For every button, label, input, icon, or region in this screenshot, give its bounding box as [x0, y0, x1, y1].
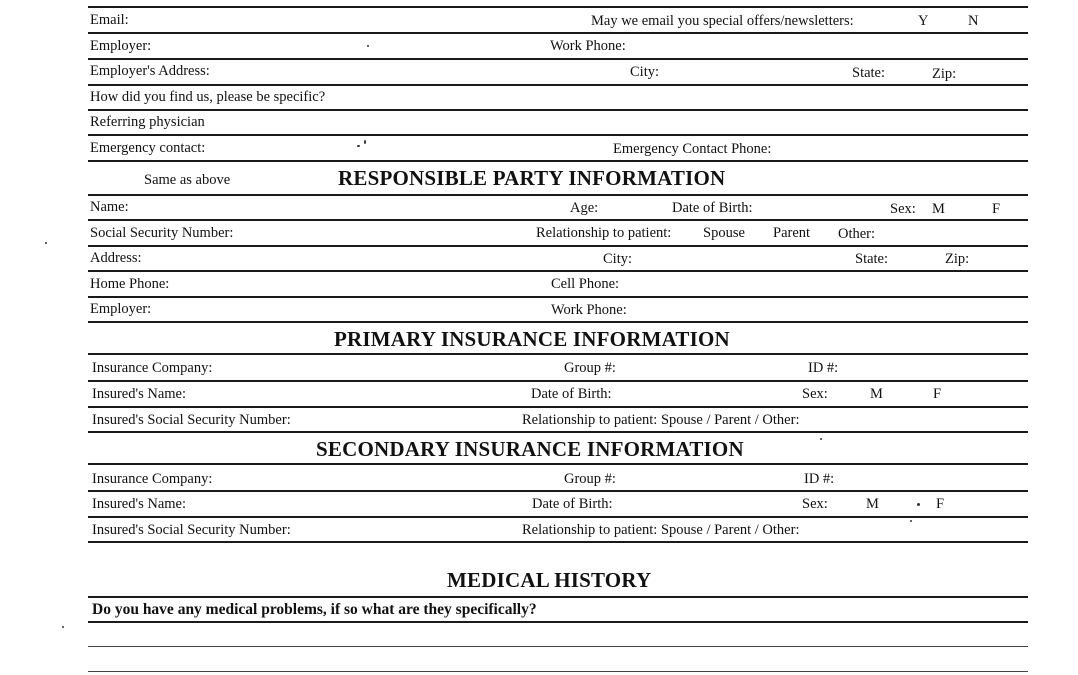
- email-offers-yes[interactable]: Y: [918, 13, 929, 29]
- secondary-sex-female[interactable]: F: [936, 496, 945, 512]
- rp-state-label: State:: [855, 251, 889, 267]
- secondary-sex-label: Sex:: [802, 496, 828, 512]
- rp-sex-male[interactable]: M: [932, 201, 945, 217]
- employer-label: Employer:: [90, 38, 152, 54]
- employer-city-label: City:: [630, 64, 660, 80]
- primary-sex-label: Sex:: [802, 386, 828, 402]
- rp-relationship-spouse[interactable]: Spouse: [703, 225, 745, 241]
- how-found-label: How did you find us, please be specific?: [90, 89, 326, 105]
- primary-id-label: ID #:: [808, 360, 839, 376]
- rule-how-found: [88, 109, 1028, 111]
- referring-physician-label: Referring physician: [90, 114, 205, 130]
- rule-secondary-company: [88, 490, 1028, 492]
- rule-primary-company: [88, 380, 1028, 382]
- answer-line-1[interactable]: [88, 646, 1028, 647]
- primary-insurance-heading: PRIMARY INSURANCE INFORMATION: [334, 327, 730, 351]
- primary-ssn-label: Insured's Social Security Number:: [92, 412, 291, 428]
- secondary-insured-name-label: Insured's Name:: [92, 496, 187, 512]
- rule-medical-heading: [88, 596, 1028, 598]
- secondary-relationship-label: Relationship to patient: Spouse / Parent / Other:: [522, 522, 800, 538]
- rule-primary-insured: [88, 406, 1028, 408]
- secondary-insurance-heading: SECONDARY INSURANCE INFORMATION: [316, 437, 744, 461]
- emergency-contact-label: Emergency contact:: [90, 140, 206, 156]
- rp-relationship-label: Relationship to patient:: [536, 225, 672, 241]
- rp-ssn-label: Social Security Number:: [90, 225, 234, 241]
- employer-zip-label: Zip:: [932, 66, 957, 82]
- primary-insured-name-label: Insured's Name:: [92, 386, 187, 402]
- rule-medical-question: [88, 621, 1028, 623]
- scan-speck: [357, 145, 360, 147]
- scan-speck: [820, 438, 822, 440]
- rule-employer: [88, 58, 1028, 60]
- rule-rp-phone: [88, 296, 1028, 298]
- primary-dob-label: Date of Birth:: [531, 386, 612, 402]
- rule-emergency: [88, 160, 1028, 162]
- rp-age-label: Age:: [570, 200, 599, 216]
- secondary-company-label: Insurance Company:: [92, 471, 213, 487]
- rp-name-label: Name:: [90, 199, 129, 215]
- employer-state-label: State:: [852, 65, 886, 81]
- email-offers-label: May we email you special offers/newsletters:: [591, 13, 854, 29]
- email-label: Email:: [90, 12, 129, 28]
- secondary-sex-male[interactable]: M: [866, 496, 879, 512]
- primary-sex-female[interactable]: F: [933, 386, 942, 402]
- rp-address-label: Address:: [90, 250, 142, 266]
- rule-rp-ssn: [88, 245, 1028, 247]
- rule-top: [88, 6, 1028, 8]
- primary-group-label: Group #:: [564, 360, 616, 376]
- rp-work-phone-label: Work Phone:: [551, 302, 627, 318]
- rp-sex-female[interactable]: F: [992, 201, 1001, 217]
- answer-line-2[interactable]: [88, 671, 1028, 672]
- email-offers-no[interactable]: N: [968, 13, 979, 29]
- rule-responsible-heading: [88, 194, 1028, 196]
- work-phone-label: Work Phone:: [550, 38, 626, 54]
- scan-speck: [364, 140, 366, 144]
- scan-speck: [62, 626, 64, 628]
- scan-speck: [917, 503, 920, 506]
- rule-secondary-heading: [88, 463, 1028, 465]
- rule-primary-ssn: [88, 431, 1028, 433]
- responsible-party-heading: RESPONSIBLE PARTY INFORMATION: [338, 166, 726, 190]
- same-as-above-option[interactable]: Same as above: [144, 172, 231, 188]
- rp-cell-phone-label: Cell Phone:: [551, 276, 620, 292]
- medical-history-heading: MEDICAL HISTORY: [447, 568, 652, 592]
- rp-home-phone-label: Home Phone:: [90, 276, 170, 292]
- scan-speck: [45, 242, 47, 244]
- rule-secondary-insured: [88, 516, 1028, 518]
- rule-rp-address: [88, 270, 1028, 272]
- secondary-dob-label: Date of Birth:: [532, 496, 613, 512]
- rule-secondary-ssn: [88, 541, 1028, 543]
- rp-relationship-parent[interactable]: Parent: [773, 225, 811, 241]
- emergency-phone-label: Emergency Contact Phone:: [613, 141, 772, 157]
- primary-company-label: Insurance Company:: [92, 360, 213, 376]
- rule-primary-heading: [88, 353, 1028, 355]
- primary-relationship-label: Relationship to patient: Spouse / Parent / Other:: [522, 412, 800, 428]
- employer-address-label: Employer's Address:: [90, 63, 210, 79]
- rp-employer-label: Employer:: [90, 301, 152, 317]
- rule-rp-name: [88, 219, 1028, 221]
- rule-referring: [88, 134, 1028, 136]
- secondary-group-label: Group #:: [564, 471, 616, 487]
- scan-speck: [367, 45, 369, 47]
- rp-zip-label: Zip:: [945, 251, 970, 267]
- rp-dob-label: Date of Birth:: [672, 200, 753, 216]
- primary-sex-male[interactable]: M: [870, 386, 883, 402]
- rule-employer-address: [88, 84, 1028, 86]
- secondary-id-label: ID #:: [804, 471, 835, 487]
- scan-speck: [910, 520, 912, 522]
- rp-relationship-other[interactable]: Other:: [838, 226, 876, 242]
- secondary-ssn-label: Insured's Social Security Number:: [92, 522, 291, 538]
- rule-email: [88, 32, 1028, 34]
- rp-sex-label: Sex:: [890, 201, 916, 217]
- medical-problems-question: Do you have any medical problems, if so what are they specifically?: [92, 601, 537, 618]
- rule-rp-employer: [88, 321, 1028, 323]
- rp-city-label: City:: [603, 251, 633, 267]
